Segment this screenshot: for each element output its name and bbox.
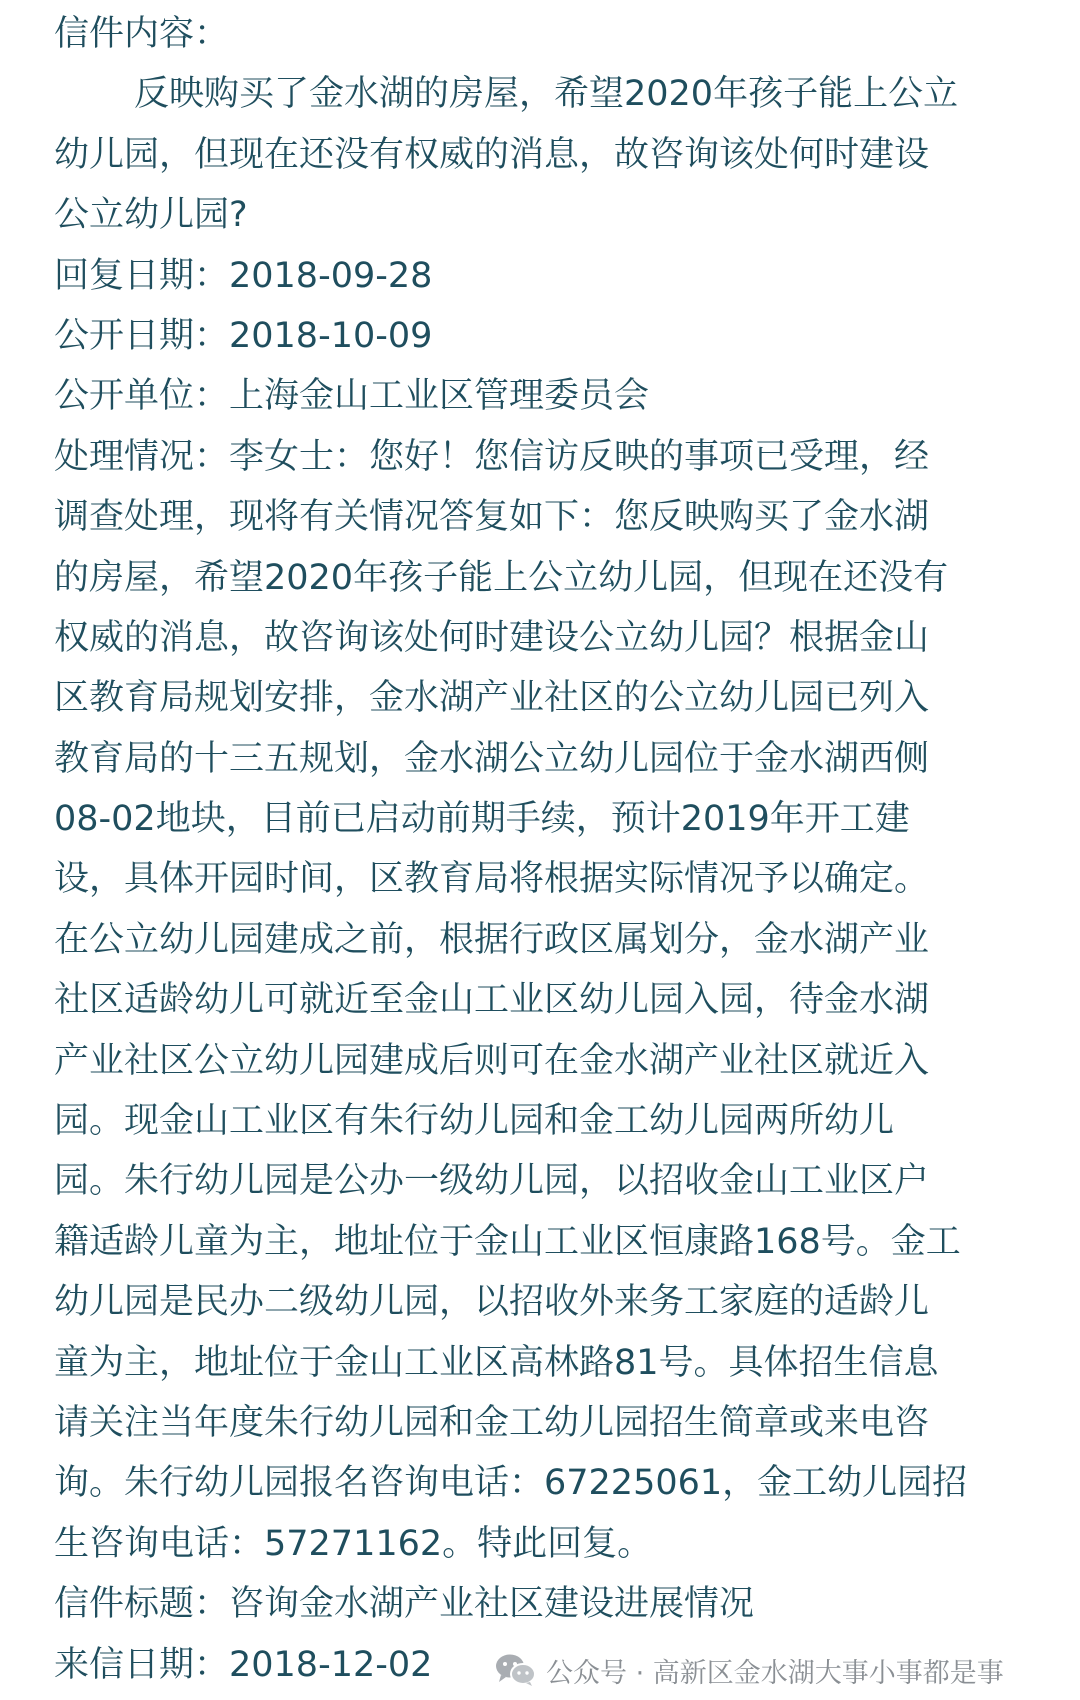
handling-status: 处理情况：李女士：您好！您信访反映的事项已受理，经 [54,436,930,477]
handling-status-line: 童为主，地址位于金山工业区高林路81号。具体招生信息 [54,1342,939,1383]
letter-content-line: 公立幼儿园? [54,195,248,236]
handling-status-line: 的房屋，希望2020年孩子能上公立幼儿园，但现在还没有 [54,557,949,598]
letter-content-label: 信件内容： [54,14,230,54]
handling-status-line: 设，具体开园时间，区教育局将根据实际情况予以确定。 [54,859,930,900]
handling-status-line: 区教育局规划安排，金水湖产业社区的公立幼儿园已列入 [54,678,930,719]
wechat-watermark [488,1648,1008,1692]
handling-status-line: 教育局的十三五规划，金水湖公立幼儿园位于金水湖西侧 [54,738,930,779]
letter-content-line: 幼儿园，但现在还没有权威的消息，故咨询该处何时建设 [54,134,930,175]
handling-status-line: 询。朱行幼儿园报名咨询电话：67225061，金工幼儿园招 [54,1463,968,1504]
handling-status-line: 籍适龄儿童为主，地址位于金山工业区恒康路168号。金工 [54,1221,961,1262]
handling-status-line: 社区适龄幼儿可就近至金山工业区幼儿园入园，待金水湖 [54,980,930,1021]
letter-content [54,4,1054,1695]
publish-unit: 公开单位：上海金山工业区管理委员会 [54,376,650,417]
publish-date: 公开日期：2018-10-09 [54,315,433,356]
handling-status-line: 权威的消息，故咨询该处何时建设公立幼儿园？根据金山 [54,617,930,658]
handling-status-line: 产业社区公立幼儿园建成后则可在金水湖产业社区就近入 [54,1040,930,1081]
handling-status-line: 08-02地块，目前已启动前期手续，预计2019年开工建 [54,799,910,840]
reply-date: 回复日期：2018-09-28 [54,255,433,296]
watermark-text: 公众号 · 高新区金水湖大事小事都是事 [546,1657,1004,1689]
handling-status-line: 园。朱行幼儿园是公办一级幼儿园，以招收金山工业区户 [54,1161,930,1202]
handling-status-line: 生咨询电话：57271162。特此回复。 [54,1523,653,1564]
handling-status-line: 请关注当年度朱行幼儿园和金工幼儿园招生简章或来电咨 [54,1402,930,1443]
handling-status-line: 在公立幼儿园建成之前，根据行政区属划分，金水湖产业 [54,919,930,960]
handling-status-line: 调查处理，现将有关情况答复如下：您反映购买了金水湖 [54,497,930,538]
letter-title: 信件标题：咨询金水湖产业社区建设进展情况 [54,1584,755,1625]
wechat-icon [494,1653,536,1687]
handling-status-line: 园。现金山工业区有朱行幼儿园和金工幼儿园两所幼儿 [54,1101,895,1142]
letter-content-line: 反映购买了金水湖的房屋，希望2020年孩子能上公立 [134,74,959,115]
letter-date: 来信日期：2018-12-02 [54,1644,433,1685]
handling-status-line: 幼儿园是民办二级幼儿园，以招收外来务工家庭的适龄儿 [54,1282,930,1323]
